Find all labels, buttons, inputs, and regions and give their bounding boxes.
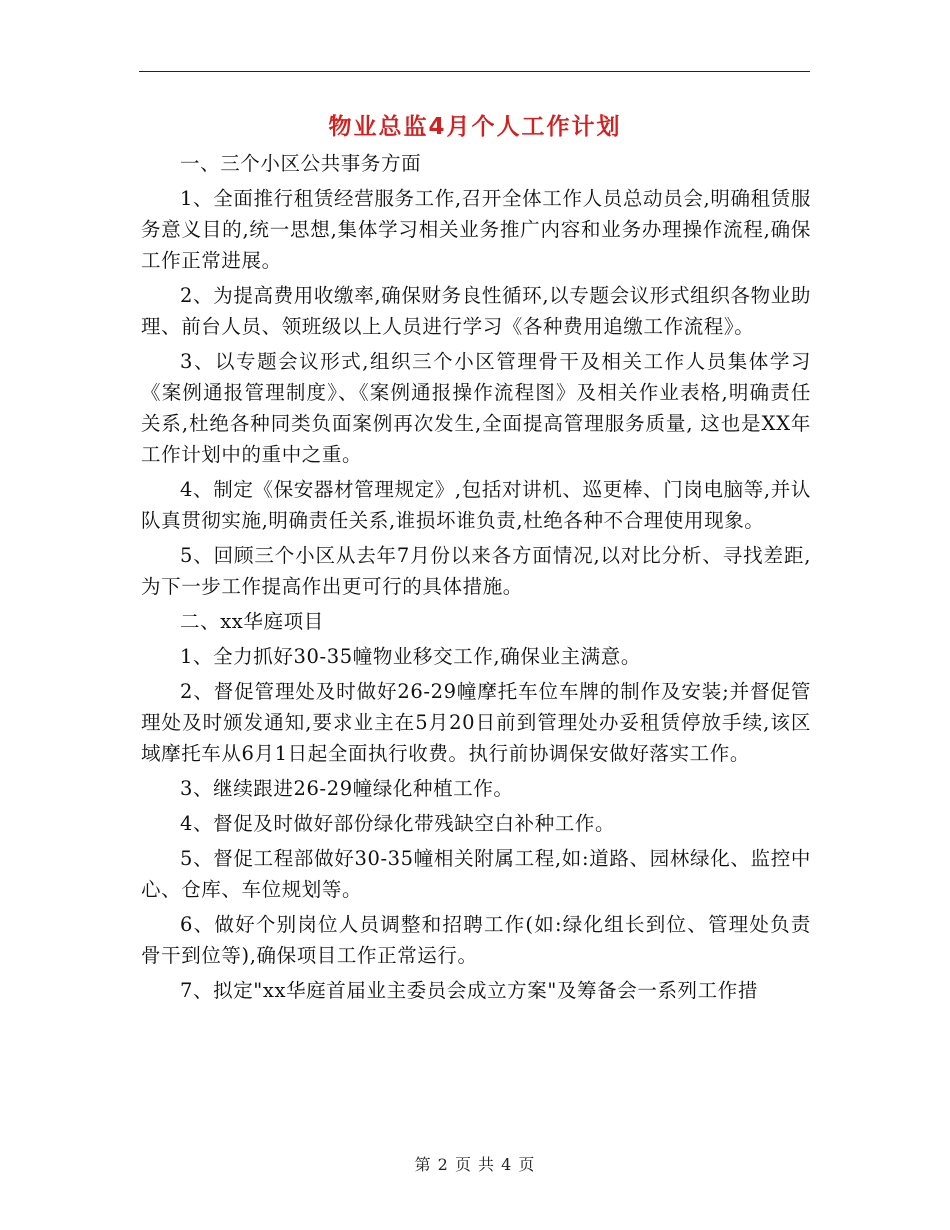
paragraph: 5、督促工程部做好30-35幢相关附属工程,如:道路、园林绿化、监控中心、仓库、车位规划等。 — [141, 847, 811, 901]
paragraph: 3、以专题会议形式,组织三个小区管理骨干及相关工作人员集体学习《案例通报管理制度》、《案例通报操作流程图》及相关作业表格,明确责任关系,杜绝各种同类负面案例再次发生,全面提高管理服务质量, 这也是XX年工作计划中的重中之重。 — [141, 350, 811, 466]
document-body — [141, 148, 811, 1010]
paragraph: 2、为提高费用收缴率,确保财务良性循环,以专题会议形式组织各物业助理、前台人员、领班级以上人员进行学习《各种费用追缴工作流程》。 — [141, 284, 811, 338]
paragraph: 5、回顾三个小区从去年7月份以来各方面情况,以对比分析、寻找差距,为下一步工作提高作出更可行的具体措施。 — [141, 544, 811, 598]
section-heading: 一、三个小区公共事务方面 — [180, 152, 422, 175]
paragraph: 3、继续跟进26-29幢绿化种植工作。 — [180, 777, 514, 800]
paragraph: 2、督促管理处及时做好26-29幢摩托车位车牌的制作及安装;并督促管理处及时颁发通知,要求业主在5月20日前到管理处办妥租赁停放手续,该区域摩托车从6月1日起全面执行收费。执行前协调保安做好落实工作。 — [141, 680, 811, 765]
paragraph: 1、全面推行租赁经营服务工作,召开全体工作人员总动员会,明确租赁服务意义目的,统一思想,集体学习相关业务推广内容和业务办理操作流程,确保工作正常进展。 — [141, 187, 811, 272]
paragraph: 4、督促及时做好部份绿化带残缺空白补种工作。 — [180, 812, 616, 835]
paragraph: 1、全力抓好30-35幢物业移交工作,确保业主满意。 — [180, 645, 641, 668]
paragraph: 6、做好个别岗位人员调整和招聘工作(如:绿化组长到位、管理处负责骨干到位等),确保项目工作正常运行。 — [141, 913, 811, 967]
paragraph: 7、拟定"xx华庭首届业主委员会成立方案"及筹备会一系列工作措 — [180, 979, 758, 1002]
header-rule — [139, 71, 810, 72]
page-footer: 第 2 页 共 4 页 — [414, 1155, 536, 1174]
paragraph: 4、制定《保安器材管理规定》,包括对讲机、巡更棒、门岗电脑等,并认队真贯彻实施,明确责任关系,谁损坏谁负责,杜绝各种不合理使用现象。 — [141, 478, 811, 532]
section-heading: 二、xx华庭项目 — [180, 610, 324, 633]
document-title: 物业总监4月个人工作计划 — [328, 114, 622, 140]
